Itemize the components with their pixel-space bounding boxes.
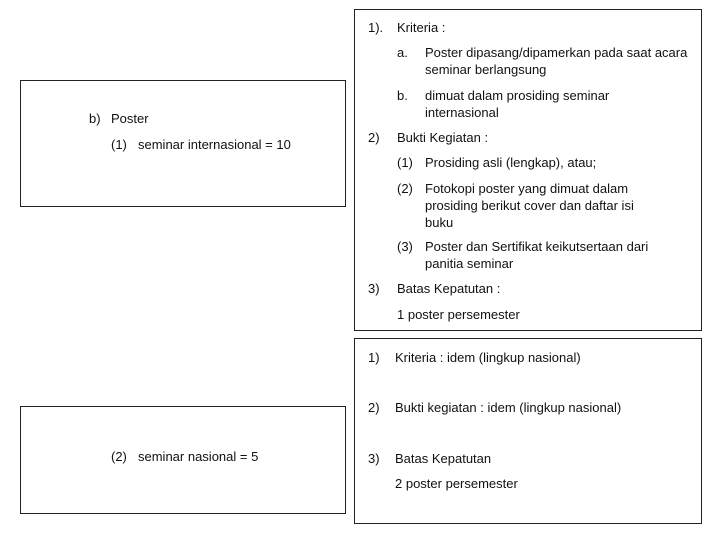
- kriteria-item-b: dimuat dalam prosiding seminar internasional: [425, 88, 610, 120]
- kriteria-item-a: Poster dipasang/dipamerkan pada saat acara seminar berlangsung: [425, 45, 688, 77]
- bukti-text: Bukti kegiatan : idem (lingkup nasional): [395, 400, 622, 415]
- bukti-marker-1: (1): [397, 155, 413, 170]
- kriteria-label: Kriteria :: [397, 20, 446, 35]
- requirements-international-box: [354, 9, 702, 331]
- kriteria-marker-b: b.: [397, 88, 408, 103]
- bukti-label: Bukti Kegiatan :: [397, 130, 489, 145]
- batas-value: 2 poster persemester: [395, 476, 518, 491]
- section-heading: Poster: [111, 111, 149, 126]
- number-3: 3): [368, 451, 380, 466]
- poster-national-box: [20, 406, 346, 514]
- kriteria-marker-a: a.: [397, 45, 408, 60]
- credit-international: seminar internasional = 10: [138, 137, 291, 152]
- bukti-item-1: Prosiding asli (lengkap), atau;: [425, 155, 597, 170]
- requirements-national-box: [354, 338, 702, 524]
- bukti-item-2: Fotokopi poster yang dimuat dalam prosiding berikut cover dan daftar isi buku: [425, 181, 634, 230]
- batas-value: 1 poster persemester: [397, 307, 520, 322]
- section-marker: b): [89, 111, 101, 126]
- number-3: 3): [368, 281, 380, 296]
- batas-label: Batas Kepatutan :: [397, 281, 501, 296]
- number-2: 2): [368, 400, 380, 415]
- batas-label: Batas Kepatutan: [395, 451, 492, 466]
- bukti-marker-2: (2): [397, 181, 413, 196]
- kriteria-text: Kriteria : idem (lingkup nasional): [395, 350, 581, 365]
- bukti-item-3: Poster dan Sertifikat keikutsertaan dari panitia seminar: [425, 239, 649, 271]
- bukti-marker-3: (3): [397, 239, 413, 254]
- credit-national: seminar nasional = 5: [138, 449, 259, 464]
- item-marker: (1): [111, 137, 127, 152]
- number-2: 2): [368, 130, 380, 145]
- number-1: 1).: [368, 20, 384, 35]
- item-marker: (2): [111, 449, 127, 464]
- number-1: 1): [368, 350, 380, 365]
- poster-international-box: [20, 80, 346, 207]
